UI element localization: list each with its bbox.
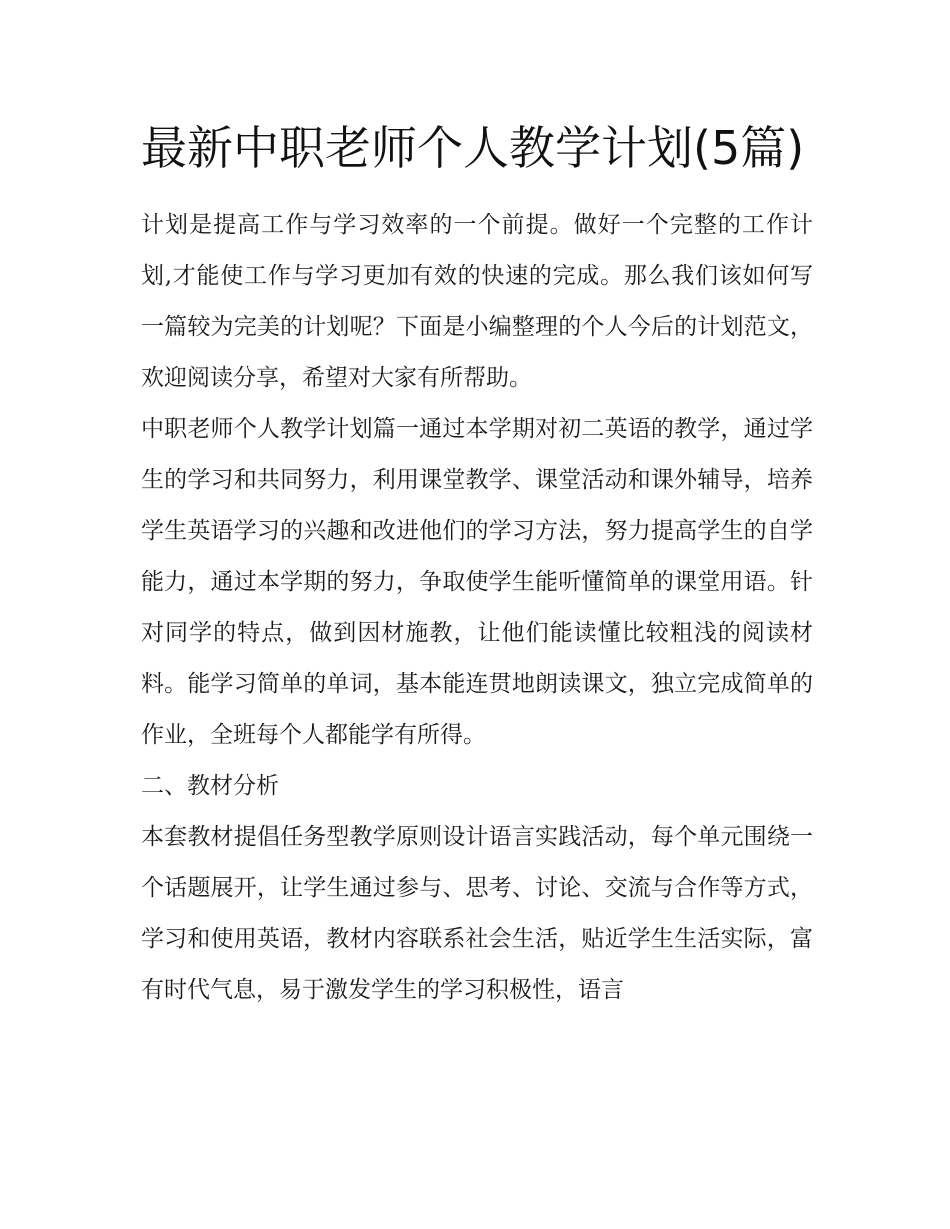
intro-paragraph: 计划是提高工作与学习效率的一个前提。做好一个完整的工作计划,才能使工作与学习更加有效的快速的完成。那么我们该如何写一篇较为完美的计划呢？下面是小编整理的个人今后的计划范文，欢迎阅读分享，希望对大家有所帮助。 <box>141 212 813 391</box>
document-title: 最新中职老师个人教学计划(5篇) <box>141 121 805 175</box>
document-body <box>141 116 813 1016</box>
section-heading-textbook-analysis: 二、教材分析 <box>141 773 279 799</box>
textbook-analysis-paragraph: 本套教材提倡任务型教学原则设计语言实践活动，每个单元围绕一个话题展开，让学生通过参与、思考、讨论、交流与合作等方式，学习和使用英语，教材内容联系社会生活，贴近学生生活实际，富有时代气息，易于激发学生的学习积极性，语言 <box>141 824 813 1003</box>
plan-one-paragraph: 中职老师个人教学计划篇一通过本学期对初二英语的教学，通过学生的学习和共同努力，利用课堂教学、课堂活动和课外辅导，培养学生英语学习的兴趣和改进他们的学习方法，努力提高学生的自学能力，通过本学期的努力，争取使学生能听懂简单的课堂用语。针对同学的特点，做到因材施教，让他们能读懂比较粗浅的阅读材料。能学习简单的单词，基本能连贯地朗读课文，独立完成简单的作业，全班每个人都能学有所得。 <box>141 416 813 748</box>
